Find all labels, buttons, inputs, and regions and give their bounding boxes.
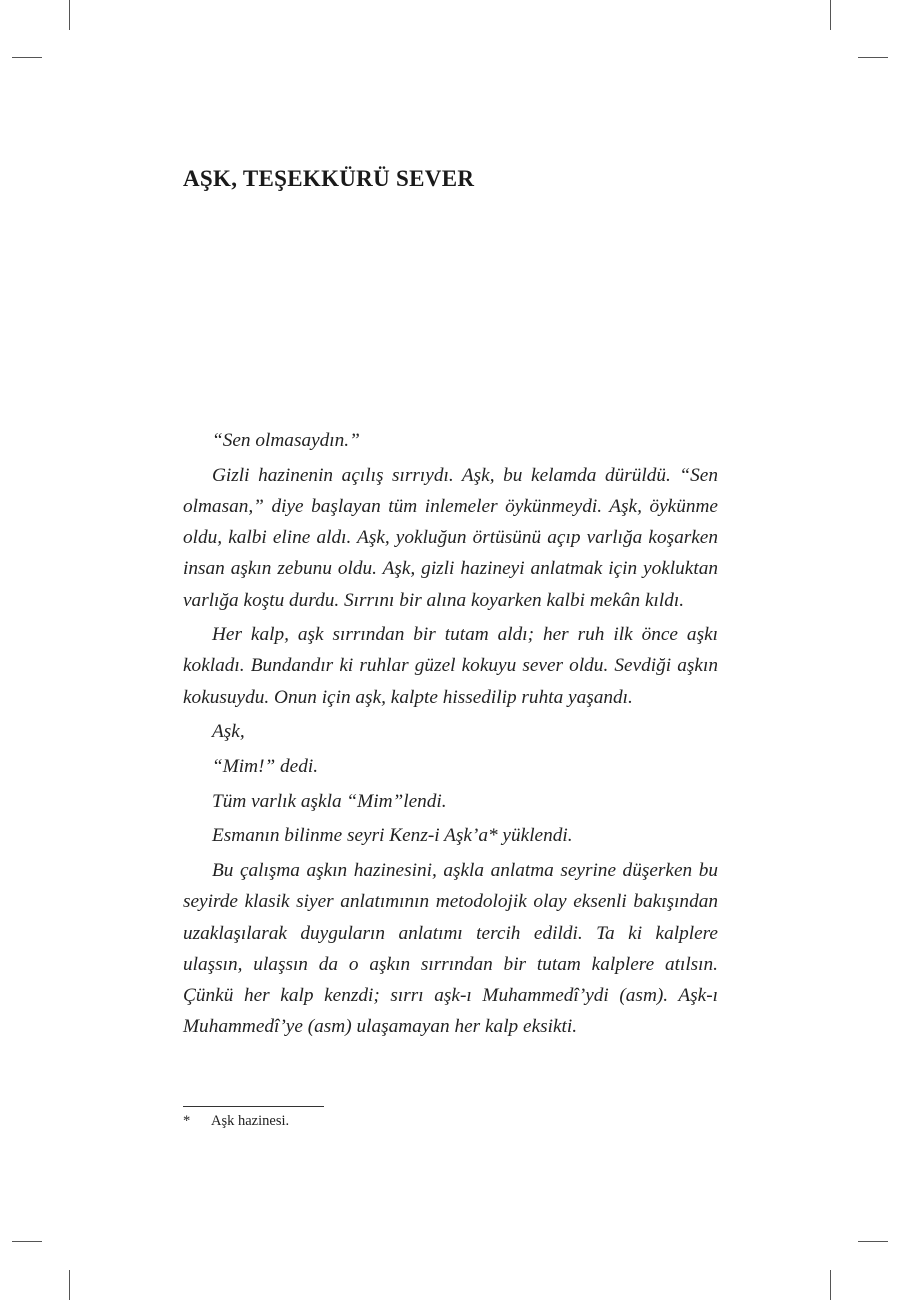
crop-mark-bottom-right bbox=[830, 1270, 831, 1300]
paragraph: Esmanın bilinme seyri Kenz-i Aşk’a* yüklendi. bbox=[212, 825, 573, 847]
footnote-text: Aşk hazinesi. bbox=[211, 1113, 290, 1129]
crop-mark-right-top bbox=[858, 57, 888, 58]
paragraph: Bu çalışma aşkın hazinesini, aşkla anlatma seyrine düşerken bu seyirde klasik siyer anlatımının metodolojik olay eksenli bakışından uzaklaşılarak duyguların anlatımı tercih edildi. Ta ki kalplere ulaşsın, ulaşsın da o aşkın sırrından bir tutam kalplere atılsın. Çünkü her kalp kenzdi; sırrı aşk-ı Muhammedî’ydi (asm). Aşk-ı Muhammedî’ye (asm) ulaşamayan her kalp eksikti. bbox=[183, 860, 718, 1038]
crop-mark-right-bottom bbox=[858, 1241, 888, 1242]
paragraph: Tüm varlık aşkla “Mim”lendi. bbox=[212, 790, 447, 812]
paragraph: “Sen olmasaydın.” bbox=[212, 430, 360, 451]
chapter-title: AŞK, TEŞEKKÜRÜ SEVER bbox=[183, 166, 475, 191]
footnote bbox=[183, 1113, 289, 1130]
crop-mark-top-left bbox=[69, 0, 70, 30]
body-text bbox=[183, 425, 718, 1046]
crop-mark-left-top bbox=[12, 57, 42, 58]
crop-mark-bottom-left bbox=[69, 1270, 70, 1300]
footnote-divider bbox=[183, 1106, 324, 1107]
crop-mark-top-right bbox=[830, 0, 831, 30]
crop-mark-left-bottom bbox=[12, 1241, 42, 1242]
paragraph: Her kalp, aşk sırrından bir tutam aldı; her ruh ilk önce aşkı kokladı. Bundandır ki ruhlar güzel kokuyu sever oldu. Sevdiği aşkın kokusuydu. Onun için aşk, kalpte hissedilip ruhta yaşandı. bbox=[183, 624, 718, 708]
paragraph: Gizli hazinenin açılış sırrıydı. Aşk, bu kelamda dürüldü. “Sen olmasan,” diye başlayan tüm inlemeler öykünmeydi. Aşk, öykünme oldu, kalbi eline aldı. Aşk, yokluğun örtüsünü açıp varlığa koşarken insan aşkın zebunu oldu. Aşk, gizli hazineyi anlatmak için yokluktan varlığa koştu durdu. Sırrını bir alına koyarken kalbi mekân kıldı. bbox=[183, 464, 718, 611]
paragraph: “Mim!” dedi. bbox=[212, 756, 319, 778]
paragraph: Aşk, bbox=[212, 721, 245, 743]
footnote-mark: * bbox=[183, 1113, 191, 1129]
